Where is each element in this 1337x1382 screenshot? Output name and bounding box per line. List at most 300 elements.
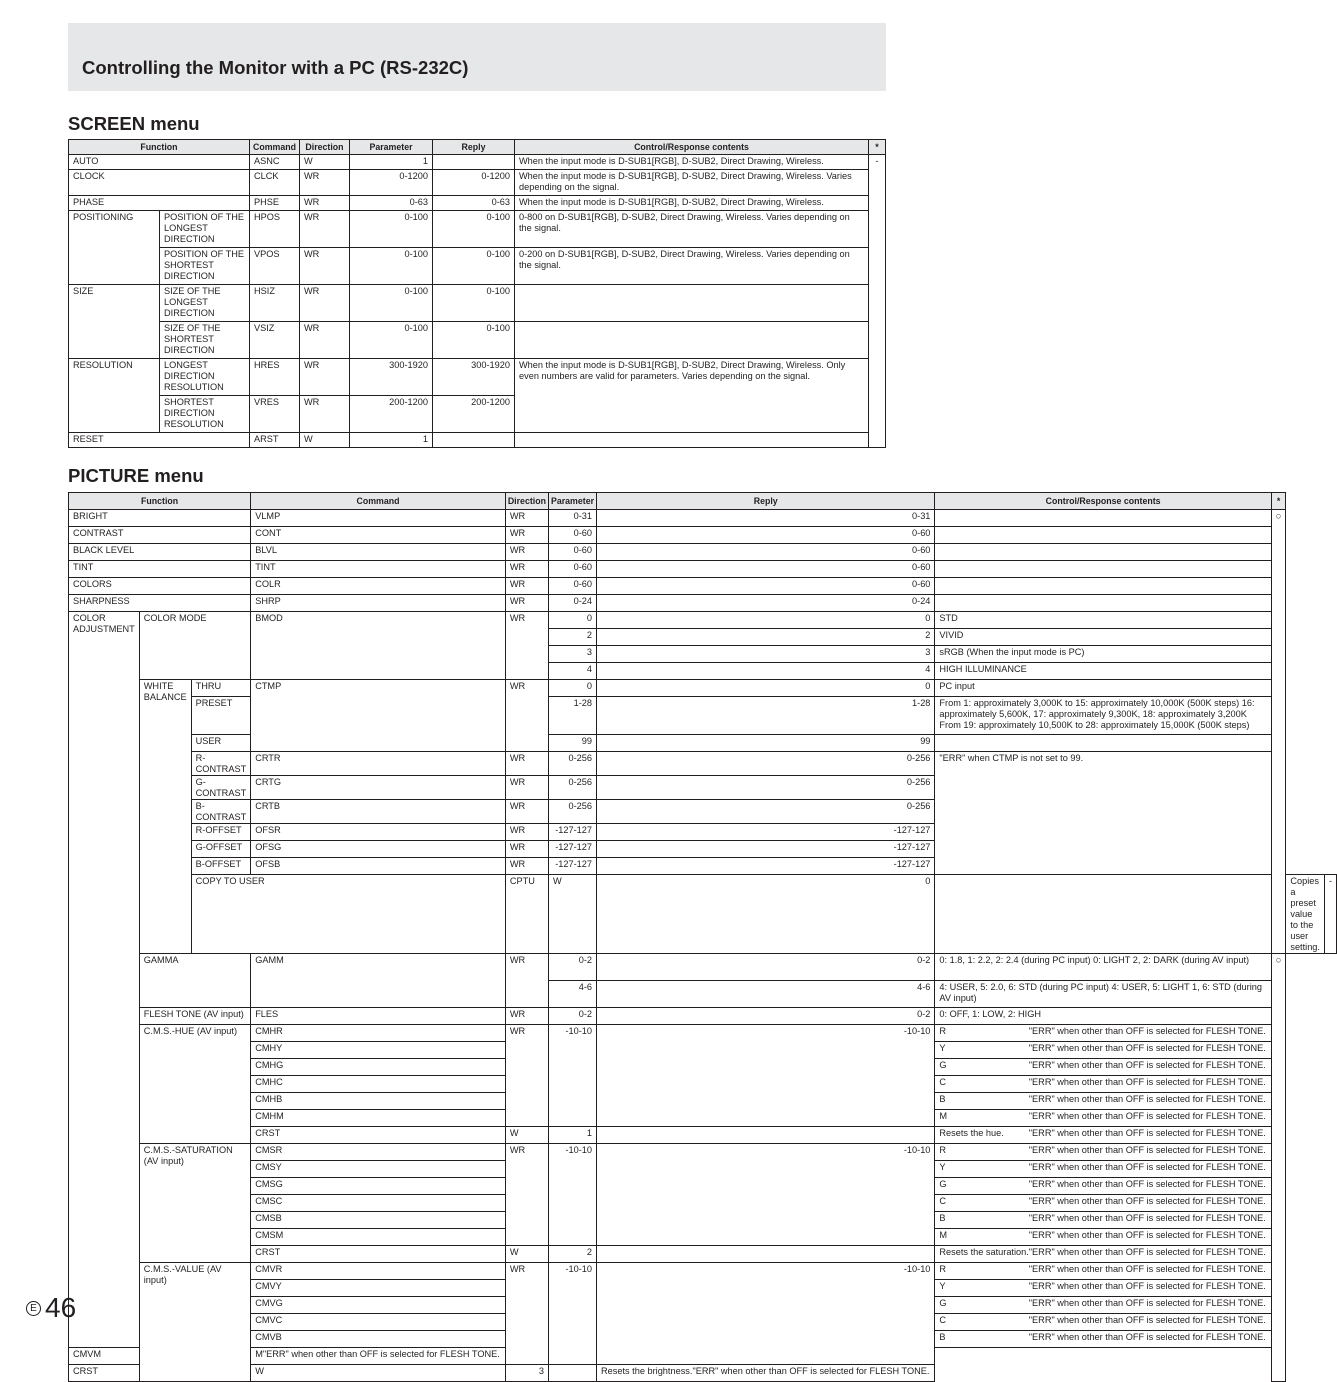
- contents-pair: [939, 1162, 1266, 1173]
- contents-cell: [935, 595, 1271, 612]
- function-cell: CONTRAST: [69, 527, 251, 544]
- contents-pair: [255, 1349, 501, 1360]
- table-row: [69, 170, 886, 196]
- direction-cell: WR: [300, 359, 350, 396]
- command-cell: CMSM: [251, 1229, 506, 1246]
- contents-cell: [935, 561, 1271, 578]
- function-cell: SHARPNESS: [69, 595, 251, 612]
- direction-cell: WR: [505, 1263, 548, 1365]
- command-cell: CMSG: [251, 1178, 506, 1195]
- table-row: [69, 248, 886, 285]
- command-cell: CLCK: [250, 170, 300, 196]
- command-cell: CMVC: [251, 1314, 506, 1331]
- reply-cell: 3: [597, 646, 935, 663]
- header-contents: Control/Response contents: [935, 493, 1271, 510]
- contents-left: Resets the hue.: [939, 1128, 1004, 1139]
- contents-left: C: [939, 1196, 947, 1207]
- contents-cell: [935, 1178, 1271, 1195]
- contents-left: B: [939, 1332, 946, 1343]
- contents-pair: [939, 1128, 1266, 1139]
- flesh-tone-error-note: "ERR" when other than OFF is selected for FLESH TONE.: [1028, 1264, 1266, 1275]
- flesh-tone-error-note: "ERR" when other than OFF is selected for FLESH TONE.: [1028, 1111, 1266, 1122]
- parameter-cell: 99: [548, 735, 596, 752]
- contents-cell: [935, 1161, 1271, 1178]
- table-row: [69, 595, 1337, 612]
- reply-cell: 0-60: [597, 544, 935, 561]
- color-adjustment-cell: COLOR ADJUSTMENT: [69, 612, 140, 1348]
- reply-cell: 0-2: [597, 1008, 935, 1025]
- wb-item-cell: B-CONTRAST: [191, 800, 251, 824]
- contents-pair: [939, 1332, 1266, 1343]
- flesh-tone-error-note: "ERR" when other than OFF is selected for FLESH TONE.: [1028, 1077, 1266, 1088]
- contents-cell: STD: [935, 612, 1271, 629]
- direction-cell: W: [505, 1246, 548, 1263]
- parameter-cell: 0-256: [548, 776, 596, 800]
- command-cell: COLR: [251, 578, 506, 595]
- contents-left: G: [939, 1060, 947, 1071]
- direction-cell: WR: [300, 322, 350, 359]
- subfunction-cell: SHORTEST DIRECTION RESOLUTION: [160, 396, 250, 433]
- parameter-cell: 200-1200: [350, 396, 433, 433]
- contents-cell: [515, 433, 869, 448]
- page-number: [26, 1292, 76, 1324]
- contents-cell: [935, 1144, 1271, 1161]
- function-cell: COLORS: [69, 578, 251, 595]
- reply-cell: -10-10: [597, 1025, 935, 1127]
- screen-menu-title: SCREEN menu: [68, 113, 200, 134]
- command-cell: CRST: [251, 1127, 506, 1144]
- direction-cell: WR: [300, 285, 350, 322]
- direction-cell: WR: [505, 858, 548, 875]
- contents-pair: [601, 1366, 930, 1377]
- header-reply: Reply: [433, 140, 515, 155]
- parameter-cell: -127-127: [548, 858, 596, 875]
- direction-cell: W: [251, 1365, 506, 1382]
- reply-cell: 200-1200: [433, 396, 515, 433]
- subfunction-cell: COLOR MODE: [139, 612, 250, 680]
- contents-left: Resets the saturation.: [939, 1247, 1029, 1258]
- flesh-tone-error-note: "ERR" when other than OFF is selected for FLESH TONE.: [1028, 1213, 1266, 1224]
- header-direction: Direction: [300, 140, 350, 155]
- flesh-tone-error-note: "ERR" when other than OFF is selected for FLESH TONE.: [1028, 1043, 1266, 1054]
- contents-left: B: [939, 1213, 946, 1224]
- contents-left: M: [255, 1349, 263, 1360]
- parameter-cell: 0: [548, 612, 596, 629]
- parameter-cell: 3: [505, 1365, 548, 1382]
- subfunction-cell: SIZE OF THE SHORTEST DIRECTION: [160, 322, 250, 359]
- header-band: [68, 23, 886, 91]
- reply-cell: 0: [597, 612, 935, 629]
- direction-cell: W: [300, 155, 350, 170]
- contents-pair: [939, 1077, 1266, 1088]
- header-function: Function: [69, 493, 251, 510]
- reply-cell: 0-60: [597, 527, 935, 544]
- direction-cell: W: [505, 1127, 548, 1144]
- parameter-cell: 0-60: [548, 544, 596, 561]
- contents-cell: [935, 544, 1271, 561]
- command-cell: ARST: [250, 433, 300, 448]
- reply-cell: 0-100: [433, 248, 515, 285]
- parameter-cell: 0-100: [350, 285, 433, 322]
- parameter-cell: 0: [548, 680, 596, 697]
- reply-cell: 0-256: [597, 800, 935, 824]
- star-cell: ○: [1271, 954, 1286, 1382]
- function-cell: AUTO: [69, 155, 250, 170]
- page-header-title: Controlling the Monitor with a PC (RS-232C): [82, 57, 469, 78]
- flesh-tone-error-note: "ERR" when other than OFF is selected for FLESH TONE.: [1028, 1332, 1266, 1343]
- header-parameter: Parameter: [548, 493, 596, 510]
- direction-cell: WR: [300, 196, 350, 211]
- table-row: [69, 1365, 1337, 1382]
- function-cell: RESOLUTION: [69, 359, 160, 433]
- command-cell: CTMP: [251, 680, 506, 752]
- header-star: *: [1271, 493, 1286, 510]
- reply-cell: [548, 1365, 596, 1382]
- direction-cell: W: [548, 875, 596, 954]
- contents-cell: [935, 1229, 1271, 1246]
- direction-cell: W: [300, 433, 350, 448]
- contents-cell: When the input mode is D-SUB1[RGB], D-SUB2, Direct Drawing, Wireless.: [515, 196, 869, 211]
- contents-cell: [935, 1263, 1271, 1280]
- contents-cell: [935, 1093, 1271, 1110]
- direction-cell: WR: [505, 595, 548, 612]
- contents-cell: [935, 527, 1271, 544]
- direction-cell: WR: [505, 680, 548, 752]
- parameter-cell: 0-2: [548, 954, 596, 981]
- command-cell: OFSR: [251, 824, 506, 841]
- flesh-tone-error-note: "ERR" when other than OFF is selected for FLESH TONE.: [1028, 1247, 1266, 1258]
- command-cell: CMVG: [251, 1297, 506, 1314]
- direction-cell: WR: [300, 248, 350, 285]
- contents-pair: [939, 1196, 1266, 1207]
- command-cell: BLVL: [251, 544, 506, 561]
- reply-cell: 300-1920: [433, 359, 515, 396]
- reply-cell: 0-60: [597, 578, 935, 595]
- reply-cell: 4-6: [597, 981, 935, 1008]
- command-cell: HRES: [250, 359, 300, 396]
- screen-menu-table: [68, 139, 886, 448]
- star-cell: -: [869, 155, 886, 448]
- function-cell: CLOCK: [69, 170, 250, 196]
- table-row: [69, 954, 1337, 981]
- reply-cell: 0: [597, 680, 935, 697]
- wb-item-cell: B-OFFSET: [191, 858, 251, 875]
- direction-cell: WR: [505, 841, 548, 858]
- contents-cell: 4: USER, 5: 2.0, 6: STD (during PC input) 4: USER, 5: LIGHT 1, 6: STD (during AV input): [935, 981, 1271, 1008]
- contents-cell: [935, 578, 1271, 595]
- subfunction-cell: C.M.S.-SATURATION (AV input): [139, 1144, 250, 1263]
- command-cell: CRTB: [251, 800, 506, 824]
- direction-cell: WR: [505, 1025, 548, 1127]
- table-row: [69, 510, 1337, 527]
- table-row: [69, 680, 1337, 697]
- direction-cell: WR: [505, 954, 548, 1008]
- direction-cell: WR: [505, 544, 548, 561]
- contents-pair: [939, 1298, 1266, 1309]
- table-row: [69, 612, 1337, 629]
- contents-cell: [935, 1127, 1271, 1144]
- contents-cell: [935, 1042, 1271, 1059]
- parameter-cell: -127-127: [548, 824, 596, 841]
- contents-cell: [935, 735, 1271, 752]
- contents-left: Y: [939, 1043, 946, 1054]
- reply-cell: -10-10: [597, 1144, 935, 1246]
- subfunction-cell: FLESH TONE (AV input): [139, 1008, 250, 1025]
- page-letter-badge: E: [26, 1301, 41, 1316]
- command-cell: CMHY: [251, 1042, 506, 1059]
- command-cell: VSIZ: [250, 322, 300, 359]
- command-cell: VPOS: [250, 248, 300, 285]
- direction-cell: WR: [505, 800, 548, 824]
- header-reply: Reply: [597, 493, 935, 510]
- parameter-cell: -10-10: [548, 1263, 596, 1365]
- table-row: [69, 211, 886, 248]
- reply-cell: 4: [597, 663, 935, 680]
- contents-pair: [939, 1264, 1266, 1275]
- contents-left: G: [939, 1179, 947, 1190]
- contents-left: G: [939, 1298, 947, 1309]
- table-row: [69, 155, 886, 170]
- reply-cell: 0-256: [597, 752, 935, 776]
- parameter-cell: 2: [548, 629, 596, 646]
- reply-cell: 1-28: [597, 697, 935, 735]
- reply-cell: -127-127: [597, 841, 935, 858]
- subfunction-cell: COPY TO USER: [191, 875, 505, 954]
- reply-cell: 0-100: [433, 285, 515, 322]
- reply-cell: 0-63: [433, 196, 515, 211]
- direction-cell: WR: [505, 578, 548, 595]
- command-cell: PHSE: [250, 196, 300, 211]
- wb-item-cell: G-OFFSET: [191, 841, 251, 858]
- command-cell: CRTG: [251, 776, 506, 800]
- reply-cell: [433, 433, 515, 448]
- contents-cell: When the input mode is D-SUB1[RGB], D-SUB2, Direct Drawing, Wireless.: [515, 155, 869, 170]
- table-row: [69, 1008, 1337, 1025]
- contents-cell: 0: OFF, 1: LOW, 2: HIGH: [935, 1008, 1271, 1025]
- subfunction-cell: C.M.S.-VALUE (AV input): [139, 1263, 250, 1382]
- contents-cell: [935, 1059, 1271, 1076]
- contents-left: C: [939, 1315, 947, 1326]
- flesh-tone-error-note: "ERR" when other than OFF is selected for FLESH TONE.: [1028, 1230, 1266, 1241]
- parameter-cell: 4: [548, 663, 596, 680]
- command-cell: TINT: [251, 561, 506, 578]
- direction-cell: WR: [505, 612, 548, 680]
- flesh-tone-error-note: "ERR" when other than OFF is selected for FLESH TONE.: [1028, 1298, 1266, 1309]
- reply-cell: [597, 1246, 935, 1263]
- parameter-cell: 0-2: [548, 1008, 596, 1025]
- command-cell: VLMP: [251, 510, 506, 527]
- command-cell: HSIZ: [250, 285, 300, 322]
- parameter-cell: 0-1200: [350, 170, 433, 196]
- direction-cell: WR: [505, 510, 548, 527]
- command-cell: BMOD: [251, 612, 506, 680]
- flesh-tone-error-note: "ERR" when other than OFF is selected for FLESH TONE.: [1028, 1179, 1266, 1190]
- contents-pair: [939, 1230, 1266, 1241]
- contents-pair: [939, 1026, 1266, 1037]
- contents-pair: [939, 1179, 1266, 1190]
- reply-cell: -127-127: [597, 858, 935, 875]
- command-cell: CMHC: [251, 1076, 506, 1093]
- contents-pair: [939, 1213, 1266, 1224]
- table-row: [69, 578, 1337, 595]
- command-cell: CONT: [251, 527, 506, 544]
- subfunction-cell: WHITE BALANCE: [139, 680, 191, 954]
- command-cell: OFSG: [251, 841, 506, 858]
- contents-cell: [515, 285, 869, 322]
- contents-cell: sRGB (When the input mode is PC): [935, 646, 1271, 663]
- command-cell: SHRP: [251, 595, 506, 612]
- command-cell: CMSB: [251, 1212, 506, 1229]
- flesh-tone-error-note: "ERR" when other than OFF is selected for FLESH TONE.: [1028, 1026, 1266, 1037]
- contents-cell: When the input mode is D-SUB1[RGB], D-SUB2, Direct Drawing, Wireless. Only even numbers are valid for parameters. Varies depending on the signal.: [515, 359, 869, 433]
- direction-cell: WR: [300, 211, 350, 248]
- function-cell: BLACK LEVEL: [69, 544, 251, 561]
- reply-cell: 0-31: [597, 510, 935, 527]
- reply-cell: 0-2: [597, 954, 935, 981]
- direction-cell: WR: [300, 170, 350, 196]
- parameter-cell: 0-100: [350, 322, 433, 359]
- table-row: [69, 359, 886, 396]
- contents-cell: [515, 322, 869, 359]
- contents-left: R: [939, 1264, 947, 1275]
- parameter-cell: 1: [548, 1127, 596, 1144]
- contents-cell: HIGH ILLUMINANCE: [935, 663, 1271, 680]
- direction-cell: WR: [505, 1008, 548, 1025]
- contents-pair: [939, 1094, 1266, 1105]
- subfunction-cell: POSITION OF THE LONGEST DIRECTION: [160, 211, 250, 248]
- contents-cell: VIVID: [935, 629, 1271, 646]
- command-cell: CMVM: [69, 1348, 140, 1365]
- reply-cell: 0-60: [597, 561, 935, 578]
- table-row: [69, 433, 886, 448]
- contents-cell: Copies a preset value to the user setting.: [1286, 875, 1325, 954]
- table-row: [69, 752, 1337, 776]
- contents-left: M: [939, 1230, 948, 1241]
- parameter-cell: -10-10: [548, 1144, 596, 1246]
- contents-cell: [935, 1212, 1271, 1229]
- direction-cell: WR: [505, 776, 548, 800]
- header-direction: Direction: [505, 493, 548, 510]
- reply-cell: -10-10: [597, 1263, 935, 1365]
- table-row: [69, 1263, 1337, 1280]
- reply-cell: 0-256: [597, 776, 935, 800]
- contents-left: R: [939, 1145, 947, 1156]
- parameter-cell: -10-10: [548, 1025, 596, 1127]
- reply-cell: [935, 875, 1271, 954]
- table-row: [69, 1144, 1337, 1161]
- command-cell: CPTU: [505, 875, 548, 954]
- command-cell: CMSY: [251, 1161, 506, 1178]
- parameter-cell: 0-256: [548, 800, 596, 824]
- direction-cell: WR: [505, 561, 548, 578]
- wb-item-cell: R-CONTRAST: [191, 752, 251, 776]
- reply-cell: -127-127: [597, 824, 935, 841]
- contents-cell: [935, 1246, 1271, 1263]
- contents-left: Resets the brightness.: [601, 1366, 693, 1377]
- contents-pair: [939, 1060, 1266, 1071]
- contents-cell: [251, 1348, 506, 1365]
- function-cell: SIZE: [69, 285, 160, 359]
- flesh-tone-error-note: "ERR" when other than OFF is selected for FLESH TONE.: [1028, 1315, 1266, 1326]
- contents-left: B: [939, 1094, 946, 1105]
- header-command: Command: [251, 493, 506, 510]
- header-command: Command: [250, 140, 300, 155]
- flesh-tone-error-note: "ERR" when other than OFF is selected for FLESH TONE.: [1028, 1145, 1266, 1156]
- contents-cell: When the input mode is D-SUB1[RGB], D-SUB2, Direct Drawing, Wireless. Varies depending on the signal.: [515, 170, 869, 196]
- command-cell: CMVY: [251, 1280, 506, 1297]
- wb-item-cell: USER: [191, 735, 251, 752]
- parameter-cell: 1: [350, 433, 433, 448]
- command-cell: CMVB: [251, 1331, 506, 1348]
- flesh-tone-error-note: "ERR" when other than OFF is selected for FLESH TONE.: [1028, 1162, 1266, 1173]
- wb-item-cell: PRESET: [191, 697, 251, 735]
- header-contents: Control/Response contents: [515, 140, 869, 155]
- contents-cell: PC input: [935, 680, 1271, 697]
- function-cell: BRIGHT: [69, 510, 251, 527]
- function-cell: RESET: [69, 433, 250, 448]
- parameter-cell: 0-60: [548, 561, 596, 578]
- parameter-cell: -127-127: [548, 841, 596, 858]
- parameter-cell: 300-1920: [350, 359, 433, 396]
- table-row: [69, 1025, 1337, 1042]
- table-row: [69, 196, 886, 211]
- contents-cell: [935, 1110, 1271, 1127]
- page-number-text: 46: [45, 1292, 77, 1323]
- parameter-cell: 0-60: [548, 578, 596, 595]
- flesh-tone-error-note: "ERR" when other than OFF is selected for FLESH TONE.: [1028, 1060, 1266, 1071]
- reply-cell: 0-1200: [433, 170, 515, 196]
- parameter-cell: 0-24: [548, 595, 596, 612]
- table-row: [69, 527, 1337, 544]
- table-row: [69, 544, 1337, 561]
- direction-cell: WR: [505, 1144, 548, 1246]
- contents-pair: [939, 1111, 1266, 1122]
- parameter-cell: 4-6: [548, 981, 596, 1008]
- parameter-cell: 1-28: [548, 697, 596, 735]
- flesh-tone-error-note: "ERR" when other than OFF is selected for FLESH TONE.: [692, 1366, 930, 1377]
- table-row: [69, 1127, 1337, 1144]
- subfunction-cell: LONGEST DIRECTION RESOLUTION: [160, 359, 250, 396]
- parameter-cell: 0-100: [350, 248, 433, 285]
- flesh-tone-error-note: "ERR" when other than OFF is selected for FLESH TONE.: [1028, 1281, 1266, 1292]
- reply-cell: 0-100: [433, 322, 515, 359]
- reply-cell: 0-100: [433, 211, 515, 248]
- table-row: [69, 1246, 1337, 1263]
- table-row: [69, 285, 886, 322]
- reply-cell: [597, 1127, 935, 1144]
- command-cell: CMHM: [251, 1110, 506, 1127]
- contents-pair: [939, 1247, 1266, 1258]
- command-cell: CRST: [251, 1246, 506, 1263]
- contents-left: C: [939, 1077, 947, 1088]
- subfunction-cell: C.M.S.-HUE (AV input): [139, 1025, 250, 1144]
- table-row: [69, 140, 886, 155]
- command-cell: CMVR: [251, 1263, 506, 1280]
- contents-pair: [939, 1281, 1266, 1292]
- contents-cell: "ERR" when CTMP is not set to 99.: [935, 752, 1271, 875]
- flesh-tone-error-note: "ERR" when other than OFF is selected for FLESH TONE.: [1028, 1128, 1266, 1139]
- contents-cell: [935, 1076, 1271, 1093]
- command-cell: CMHG: [251, 1059, 506, 1076]
- reply-cell: 2: [597, 629, 935, 646]
- header-star: *: [869, 140, 886, 155]
- command-cell: VRES: [250, 396, 300, 433]
- header-function: Function: [69, 140, 250, 155]
- star-cell: -: [1324, 875, 1336, 954]
- contents-cell: 0-800 on D-SUB1[RGB], D-SUB2, Direct Drawing, Wireless. Varies depending on the signal.: [515, 211, 869, 248]
- contents-left: Y: [939, 1281, 946, 1292]
- command-cell: CMHR: [251, 1025, 506, 1042]
